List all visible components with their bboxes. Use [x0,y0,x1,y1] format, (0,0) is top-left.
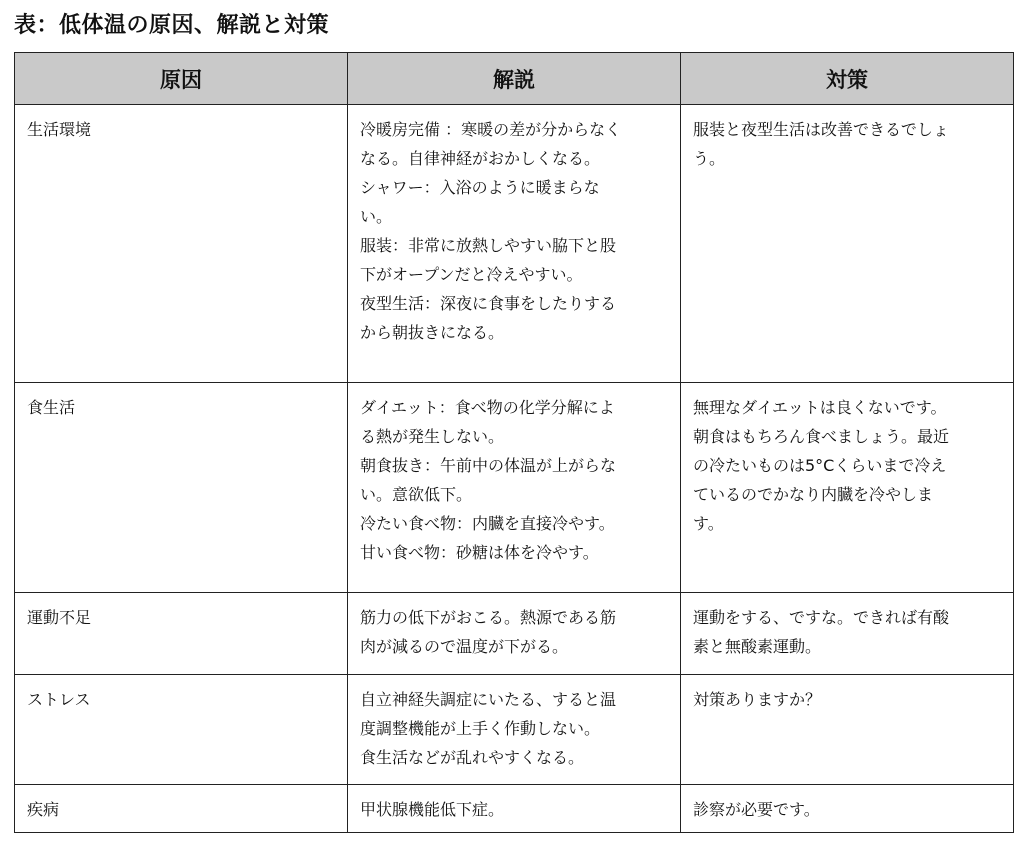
cause-cell: ストレス [15,675,348,785]
header-explanation: 解説 [348,53,681,105]
cause-cell: 生活環境 [15,105,348,383]
explanation-cell [348,383,681,593]
measure-line: う。 [693,149,726,168]
explanation-cell [348,675,681,785]
explanation-line: 冷たい食べ物：内臓を直接冷やす。 [360,514,615,533]
explanation-line: 冷暖房完備 ：寒暖の差が分からなく [360,120,622,139]
measure-line: す。 [693,514,724,533]
cause-cell: 食生活 [15,383,348,593]
table-row [15,105,1014,383]
explanation-line: 夜型生活：深夜に食事をしたりする [360,294,617,313]
header-cause: 原因 [15,53,348,105]
measure-cell [681,785,1014,833]
cause-table [14,52,1014,833]
table-header-row [15,53,1014,105]
header-measure: 対策 [681,53,1014,105]
measure-cell [681,675,1014,785]
cause-cell: 運動不足 [15,593,348,675]
table-row [15,785,1014,833]
explanation-line: ダイエット：食べ物の化学分解によ [360,398,615,417]
explanation-cell [348,593,681,675]
measure-line: の冷たいものは5°Cくらいまで冷え [693,456,947,475]
explanation-line: い。 [360,207,393,226]
explanation-line: シャワー：入浴のように暖まらな [360,178,600,197]
explanation-line: 食生活などが乱れやすくなる。 [360,748,585,767]
measure-cell [681,593,1014,675]
cause-cell: 疾病 [15,785,348,833]
explanation-line: 筋力の低下がおこる。熱源である筋 [360,608,617,627]
measure-cell [681,105,1014,383]
explanation-line: 肉が減るので温度が下がる。 [360,637,569,656]
explanation-line: る熱が発生しない。 [360,427,505,446]
explanation-line: 度調整機能が上手く作動しない。 [360,719,601,738]
measure-line: 素と無酸素運動。 [693,637,822,656]
explanation-line: 甲状腺機能低下症。 [360,800,505,819]
explanation-cell [348,785,681,833]
measure-line: 運動をする、ですな。できれば有酸 [693,608,950,627]
measure-line: 服装と夜型生活は改善できるでしょ [693,120,949,139]
measure-line: 対策ありますか？ [693,690,822,709]
explanation-cell [348,105,681,383]
explanation-line: 朝食抜き：午前中の体温が上がらな [360,456,617,475]
explanation-line: 下がオープンだと冷えやすい。 [360,265,583,284]
table-row [15,593,1014,675]
measure-line: 朝食はもちろん食べましょう。最近 [693,427,950,446]
explanation-line: なる。自律神経がおかしくなる。 [360,149,601,168]
measure-cell [681,383,1014,593]
explanation-line: い。意欲低下。 [360,485,473,504]
explanation-line: 服装：非常に放熱しやすい脇下と股 [360,236,617,255]
measure-line: ているのでかなり内臓を冷やしま [693,485,934,504]
page-title: 表：低体温の原因、解説と対策 [14,13,330,38]
measure-line: 診察が必要です。 [693,800,820,819]
explanation-line: 甘い食べ物：砂糖は体を冷やす。 [360,543,599,562]
table-row [15,383,1014,593]
explanation-line: 自立神経失調症にいたる、すると温 [360,690,617,709]
explanation-line: から朝抜きになる。 [360,323,505,342]
table-row [15,675,1014,785]
measure-line: 無理なダイエットは良くないです。 [693,398,947,417]
